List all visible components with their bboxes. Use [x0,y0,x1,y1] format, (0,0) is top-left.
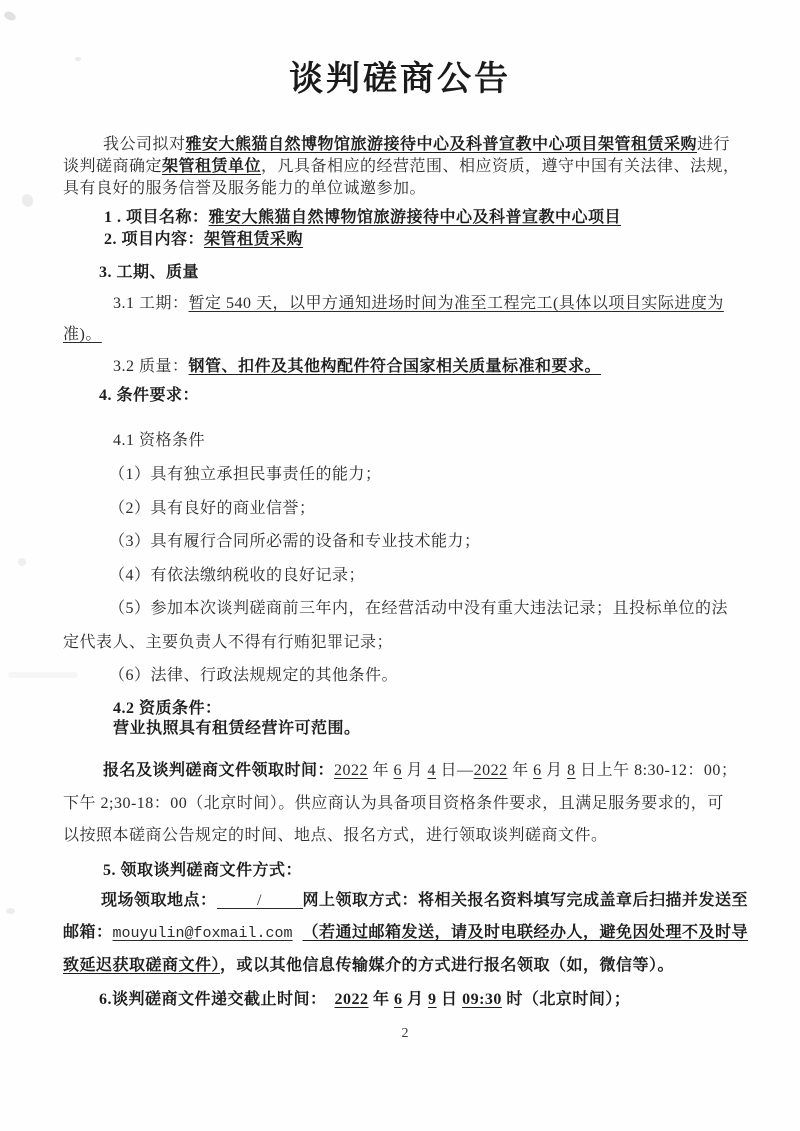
deadline-sep: 年 [368,991,395,1008]
duration-item [63,288,760,350]
duration-line-1 [63,288,760,319]
signup-sep: 年 [368,762,394,779]
condition-item: （1）具有独立承担民事责任的能力； [109,466,382,483]
section-3-heading: 3. 工期、质量 [99,264,200,281]
signup-time-paragraph [63,755,760,853]
signup-sep: 月 [541,762,568,779]
email-address: mouyulin@foxmail.com [112,925,293,942]
duration-value-cont: 准)。 [63,326,102,343]
email-note: （若通过邮箱发送，请及时电联经办人，避免因处理不及时导 [302,924,749,941]
scan-artifact [3,10,17,22]
email-note-continuation: 致延迟获取磋商文件） [63,957,221,974]
intro-text: 我公司拟对 [103,136,186,153]
signup-line-1 [63,755,760,788]
business-license-line: 营业执照具有租赁经营许可范围。 [113,720,361,737]
other-media-text: ，或以其他信息传输媒介的方式进行报名领取（如，微信等）。 [220,957,675,974]
quality-line [63,355,760,378]
section-pickup-method [63,859,760,882]
deadline-content [63,988,760,1011]
deadline-tail: 时（北京时间）； [501,991,631,1008]
signup-year-2: 2022 [473,762,508,779]
signup-sep: 月 [402,762,428,779]
duration-line-2 [63,319,760,350]
section-duration-quality [63,261,760,284]
intro-line-1 [63,134,760,156]
section-4-1-heading: 4.1 资格条件 [113,432,206,449]
signup-month-1: 6 [393,762,403,779]
condition-item-continuation: 定代表人、主要负责人不得有行贿犯罪记录； [63,633,394,651]
section-4-heading: 4. 条件要求： [99,387,200,404]
pickup-paragraph [63,885,760,982]
scan-artifact [20,193,34,209]
pickup-line-1 [63,885,760,917]
scan-artifact [6,908,15,914]
intro-line-2 [63,156,760,178]
signup-year-1: 2022 [334,762,369,779]
intro-text: 谈判磋商确定 [63,158,163,175]
deadline-month: 6 [394,991,403,1008]
condition-item: （3）具有履行合同所必需的设备和专业技术能力； [109,533,481,550]
deadline-year: 2022 [334,991,369,1008]
pickup-instruction: 将相关报名资料填写完成盖章后扫描并发送至 [418,892,749,909]
lease-unit-term: 架管租赁单位 [162,158,262,175]
signup-time-range: 日上午 8:30-12：00； [575,762,738,779]
signup-line-3: 以按照本磋商公告规定的时间、地点、报名方式，进行领取谈判磋商文件。 [63,827,608,844]
quality-value: 钢管、扣件及其他构配件符合国家相关质量标准和要求。 [188,358,602,375]
email-label: 邮箱： [63,924,113,941]
project-name-item [63,207,760,229]
intro-text: ，凡具备相应的经营范围、相应资质，遵守中国有关法律、法规， [261,158,740,175]
onsite-pickup-label: 现场领取地点： [101,892,217,909]
project-content-label: 2. 项目内容： [104,231,205,248]
condition-item: （4）有依法缴纳税收的良好记录； [109,566,366,584]
signup-month-2: 6 [533,762,542,779]
blank-field: / [217,893,303,909]
signup-sep: 日— [436,762,474,779]
duration-label: 3.1 工期： [113,295,189,312]
section-conditions [63,384,760,407]
deadline-day: 9 [428,991,437,1008]
document-title: 谈判磋商公告 [289,61,511,98]
signup-day-1: 4 [427,762,437,779]
condition-item: （2）具有良好的商业信誉； [109,499,316,517]
intro-text: 进行 [697,136,731,153]
signup-label: 报名及谈判磋商文件领取时间： [103,762,335,779]
duration-value: 暂定 540 天，以甲方通知进场时间为准至工程完工(具体以项目实际进度为 [188,295,724,312]
intro-paragraph [63,134,760,200]
project-content-value: 架管租赁采购 [204,231,304,248]
condition-item: （5）参加本次谈判磋商前三年内，在经营活动中没有重大违法记录；且投标单位的法 [109,600,729,617]
quality-item [63,355,760,378]
quality-label: 3.2 质量： [113,358,189,375]
project-content-item [63,229,760,251]
deadline-time: 09:30 [462,991,502,1008]
intro-line-3: 具有良好的服务信誉及服务能力的单位诚邀参加。 [63,180,427,197]
qualification-conditions-heading [63,429,760,452]
online-pickup-label: 网上领取方式： [302,892,419,909]
conditions-list [63,458,760,693]
project-name-label: 1 . 项目名称： [104,209,209,226]
pickup-line-3 [63,950,760,982]
section-4-2-heading: 4.2 资质条件： [113,700,222,717]
qualification-requirement [63,699,760,739]
deadline-line [63,988,760,1011]
deadline-sep: 月 [402,991,429,1008]
deadline-sep: 日 [436,991,463,1008]
signup-sep: 年 [507,762,534,779]
section-5-heading: 5. 领取谈判磋商文件方式： [103,862,303,879]
signup-line-2: 下午 2;30-18：00（北京时间）。供应商认为具备项目资格条件要求，且满足服务要求的，可 [63,794,724,812]
pickup-line-2 [63,917,760,950]
project-items [63,207,760,251]
signup-day-2: 8 [567,762,576,779]
project-name-value: 雅安大熊猫自然博物馆旅游接待中心及科普宣教中心项目 [208,209,622,226]
condition-item: （6）法律、行政法规规定的其他条件。 [109,667,399,684]
procurement-name: 雅安大熊猫自然博物馆旅游接待中心及科普宣教中心项目架管租赁采购 [185,136,698,153]
scan-artifact [18,558,26,566]
page-number: 2 [401,1026,409,1041]
deadline-label: 6.谈判磋商文件递交截止时间： [99,991,327,1008]
